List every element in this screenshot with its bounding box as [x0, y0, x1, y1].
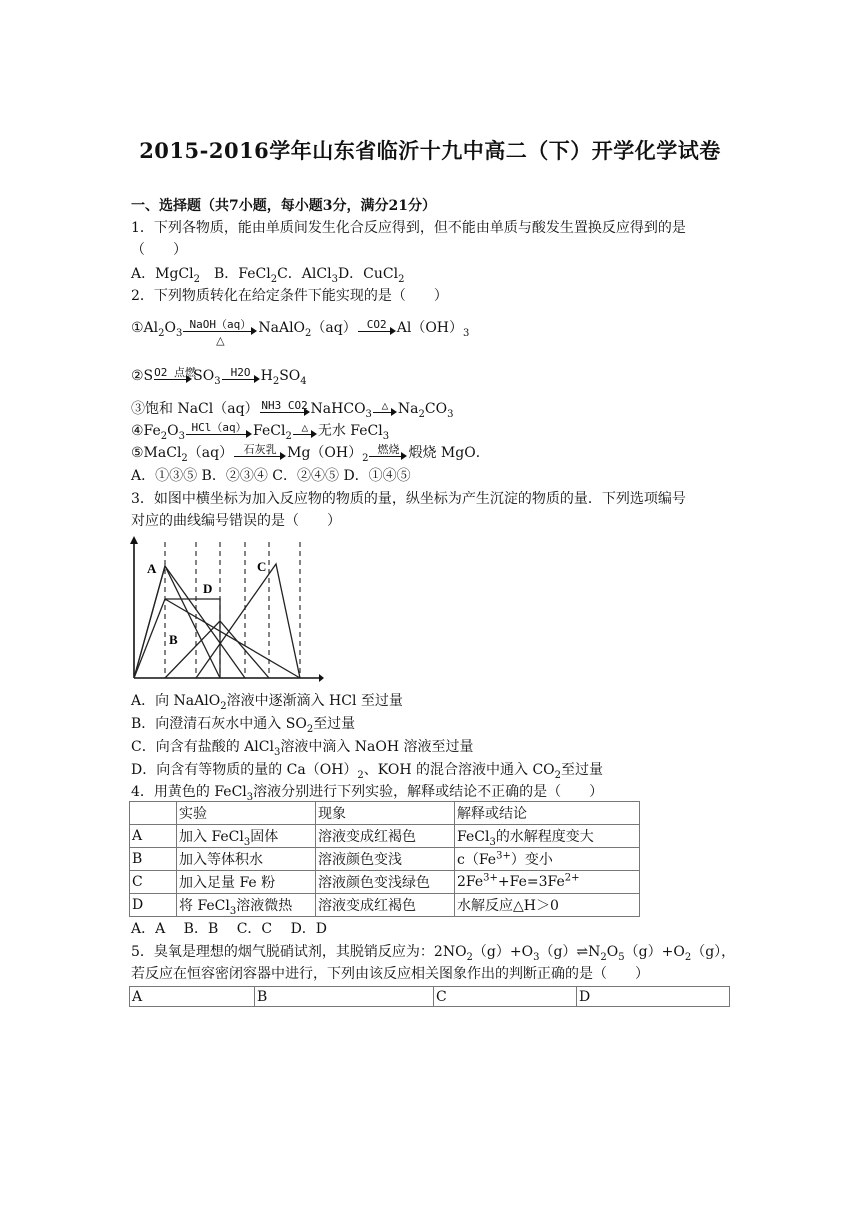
reaction-arrow: NaOH（aq） △	[183, 319, 257, 337]
curve-label-b: B	[169, 632, 178, 647]
q4-stem: 4．用黄色的 FeCl$_3$溶液分别进行下列实验，解释或结论不正确的是（ ）	[131, 784, 604, 803]
reaction-arrow: H2O	[222, 367, 260, 385]
q5-stem-line-2: 若反应在恒容密闭容器中进行，下列由该反应相关图象作出的判断正确的是（ ）	[131, 966, 649, 982]
curve-label-a: A	[147, 561, 157, 576]
table-header-row: 实验 现象 解释或结论	[130, 802, 640, 825]
page-title: 2015-2016学年山东省临沂十九中高二（下）开学化学试卷	[139, 138, 721, 163]
curve-label-c: C	[257, 559, 267, 574]
curve-cross	[165, 599, 300, 678]
table-row: A 加入 FeCl$_3$固体 溶液变成红褐色 FeCl$_3$的水解程度变大	[130, 825, 640, 848]
q4-options: A．A B．B C．C D．D	[131, 921, 328, 937]
q1-stem: 1．下列各物质，能由单质间发生化合反应得到，但不能由单质与酸发生置换反应得到的是	[131, 220, 686, 236]
table-row: A B C D	[130, 987, 730, 1007]
q1-option-a: A．MgCl	[131, 266, 194, 282]
reaction-arrow: HCl（aq）	[186, 422, 252, 440]
q2-reaction-4: $④Fe_2O_3$ HCl（aq） FeCl$_2$ △ 无水 FeCl$_3$	[131, 421, 390, 442]
table-row: D 将 FeCl$_3$溶液微热 溶液变成红褐色 水解反应△H＞0	[130, 894, 640, 917]
y-axis-arrow-icon	[130, 536, 138, 544]
reaction-arrow: △	[293, 422, 317, 440]
table-row: B 加入等体积水 溶液颜色变浅 $c(Fe^{3+})$变小	[130, 848, 640, 871]
q2-stem: 2．下列物质转化在给定条件下能实现的是（ ）	[131, 288, 448, 304]
x-axis-arrow-icon	[319, 674, 324, 682]
q2-reaction-3: ③饱和 NaCl（aq） NH3 CO2 NaHCO$_3$ △ $Na_2CO_3$	[131, 399, 454, 420]
q1-paren: （ ）	[131, 242, 187, 258]
q3-stem-line-2: 对应的曲线编号错误的是（ ）	[131, 513, 341, 529]
q3-option-c: C．向含有盐酸的 AlCl$_3$溶液中滴入 NaOH 溶液至过量	[131, 739, 474, 758]
curve-d-rise	[134, 599, 165, 678]
q2-reaction-2: ②S O2 点燃 $SO_3$ H2O $H_2SO_4$	[131, 366, 307, 387]
precipitate-chart	[124, 536, 324, 686]
reaction-arrow: 石灰乳	[234, 444, 286, 462]
q3-option-d: D．向含有等物质的量的 $Ca(OH)_2$、KOH 的混合溶液中通入 $CO_2$至过量	[131, 762, 604, 781]
q3-option-b: B．向澄清石灰水中通入 $SO_2$至过量	[131, 716, 356, 735]
q1-options: A．MgCl$_2$ B．FeCl$_2$C．AlCl$_3$D．CuCl$_2$	[131, 266, 405, 285]
q1-option-c: C．AlCl	[277, 266, 332, 282]
q5-table	[129, 986, 730, 1007]
reaction-arrow: O2 点燃	[154, 367, 192, 385]
reaction-arrow: 燃烧	[369, 444, 407, 462]
curve-a	[134, 566, 245, 678]
q4-table	[129, 801, 640, 917]
q3-option-a: A．向 NaAlO$_2$溶液中逐渐滴入 HCl 至过量	[131, 693, 403, 712]
q2-reaction-5: ⑤MaCl$_2$（aq） 石灰乳 $Mg(OH)_2$ 燃烧 煅烧 MgO．	[131, 443, 490, 464]
table-row: C 加入足量 Fe 粉 溶液颜色变浅绿色 $2Fe^{3+}+Fe=3Fe^{2+}$	[130, 871, 640, 894]
section-heading: 一、选择题（共7小题，每小题3分，满分21分）	[131, 198, 436, 214]
reaction-arrow: △	[373, 400, 397, 418]
curve-label-d: D	[203, 581, 213, 596]
q5-stem-line-1: 5．臭氧是理想的烟气脱硝试剂，其脱销反应为：$2NO_2(g)+O_3(g)\rightleftharpoons N_2O_5(g)+O_2(g)$，	[131, 944, 736, 963]
reaction-arrow: CO2	[358, 319, 396, 337]
q2-reaction-1: $①Al_2O_3$ NaOH（aq） △ NaAlO$_2$（aq） CO2 $Al(OH)_3$	[131, 318, 470, 347]
q1-option-b: B．FeCl	[199, 266, 271, 282]
q2-options: A．①③⑤ B．②③④ C．②④⑤ D．①④⑤	[131, 468, 411, 484]
q3-stem-line-1: 3．如图中横坐标为加入反应物的物质的量，纵坐标为产生沉淀的物质的量．下列选项编号	[131, 491, 686, 507]
reaction-arrow: NH3 CO2	[260, 400, 310, 418]
q1-option-d: D．CuCl	[337, 266, 399, 282]
